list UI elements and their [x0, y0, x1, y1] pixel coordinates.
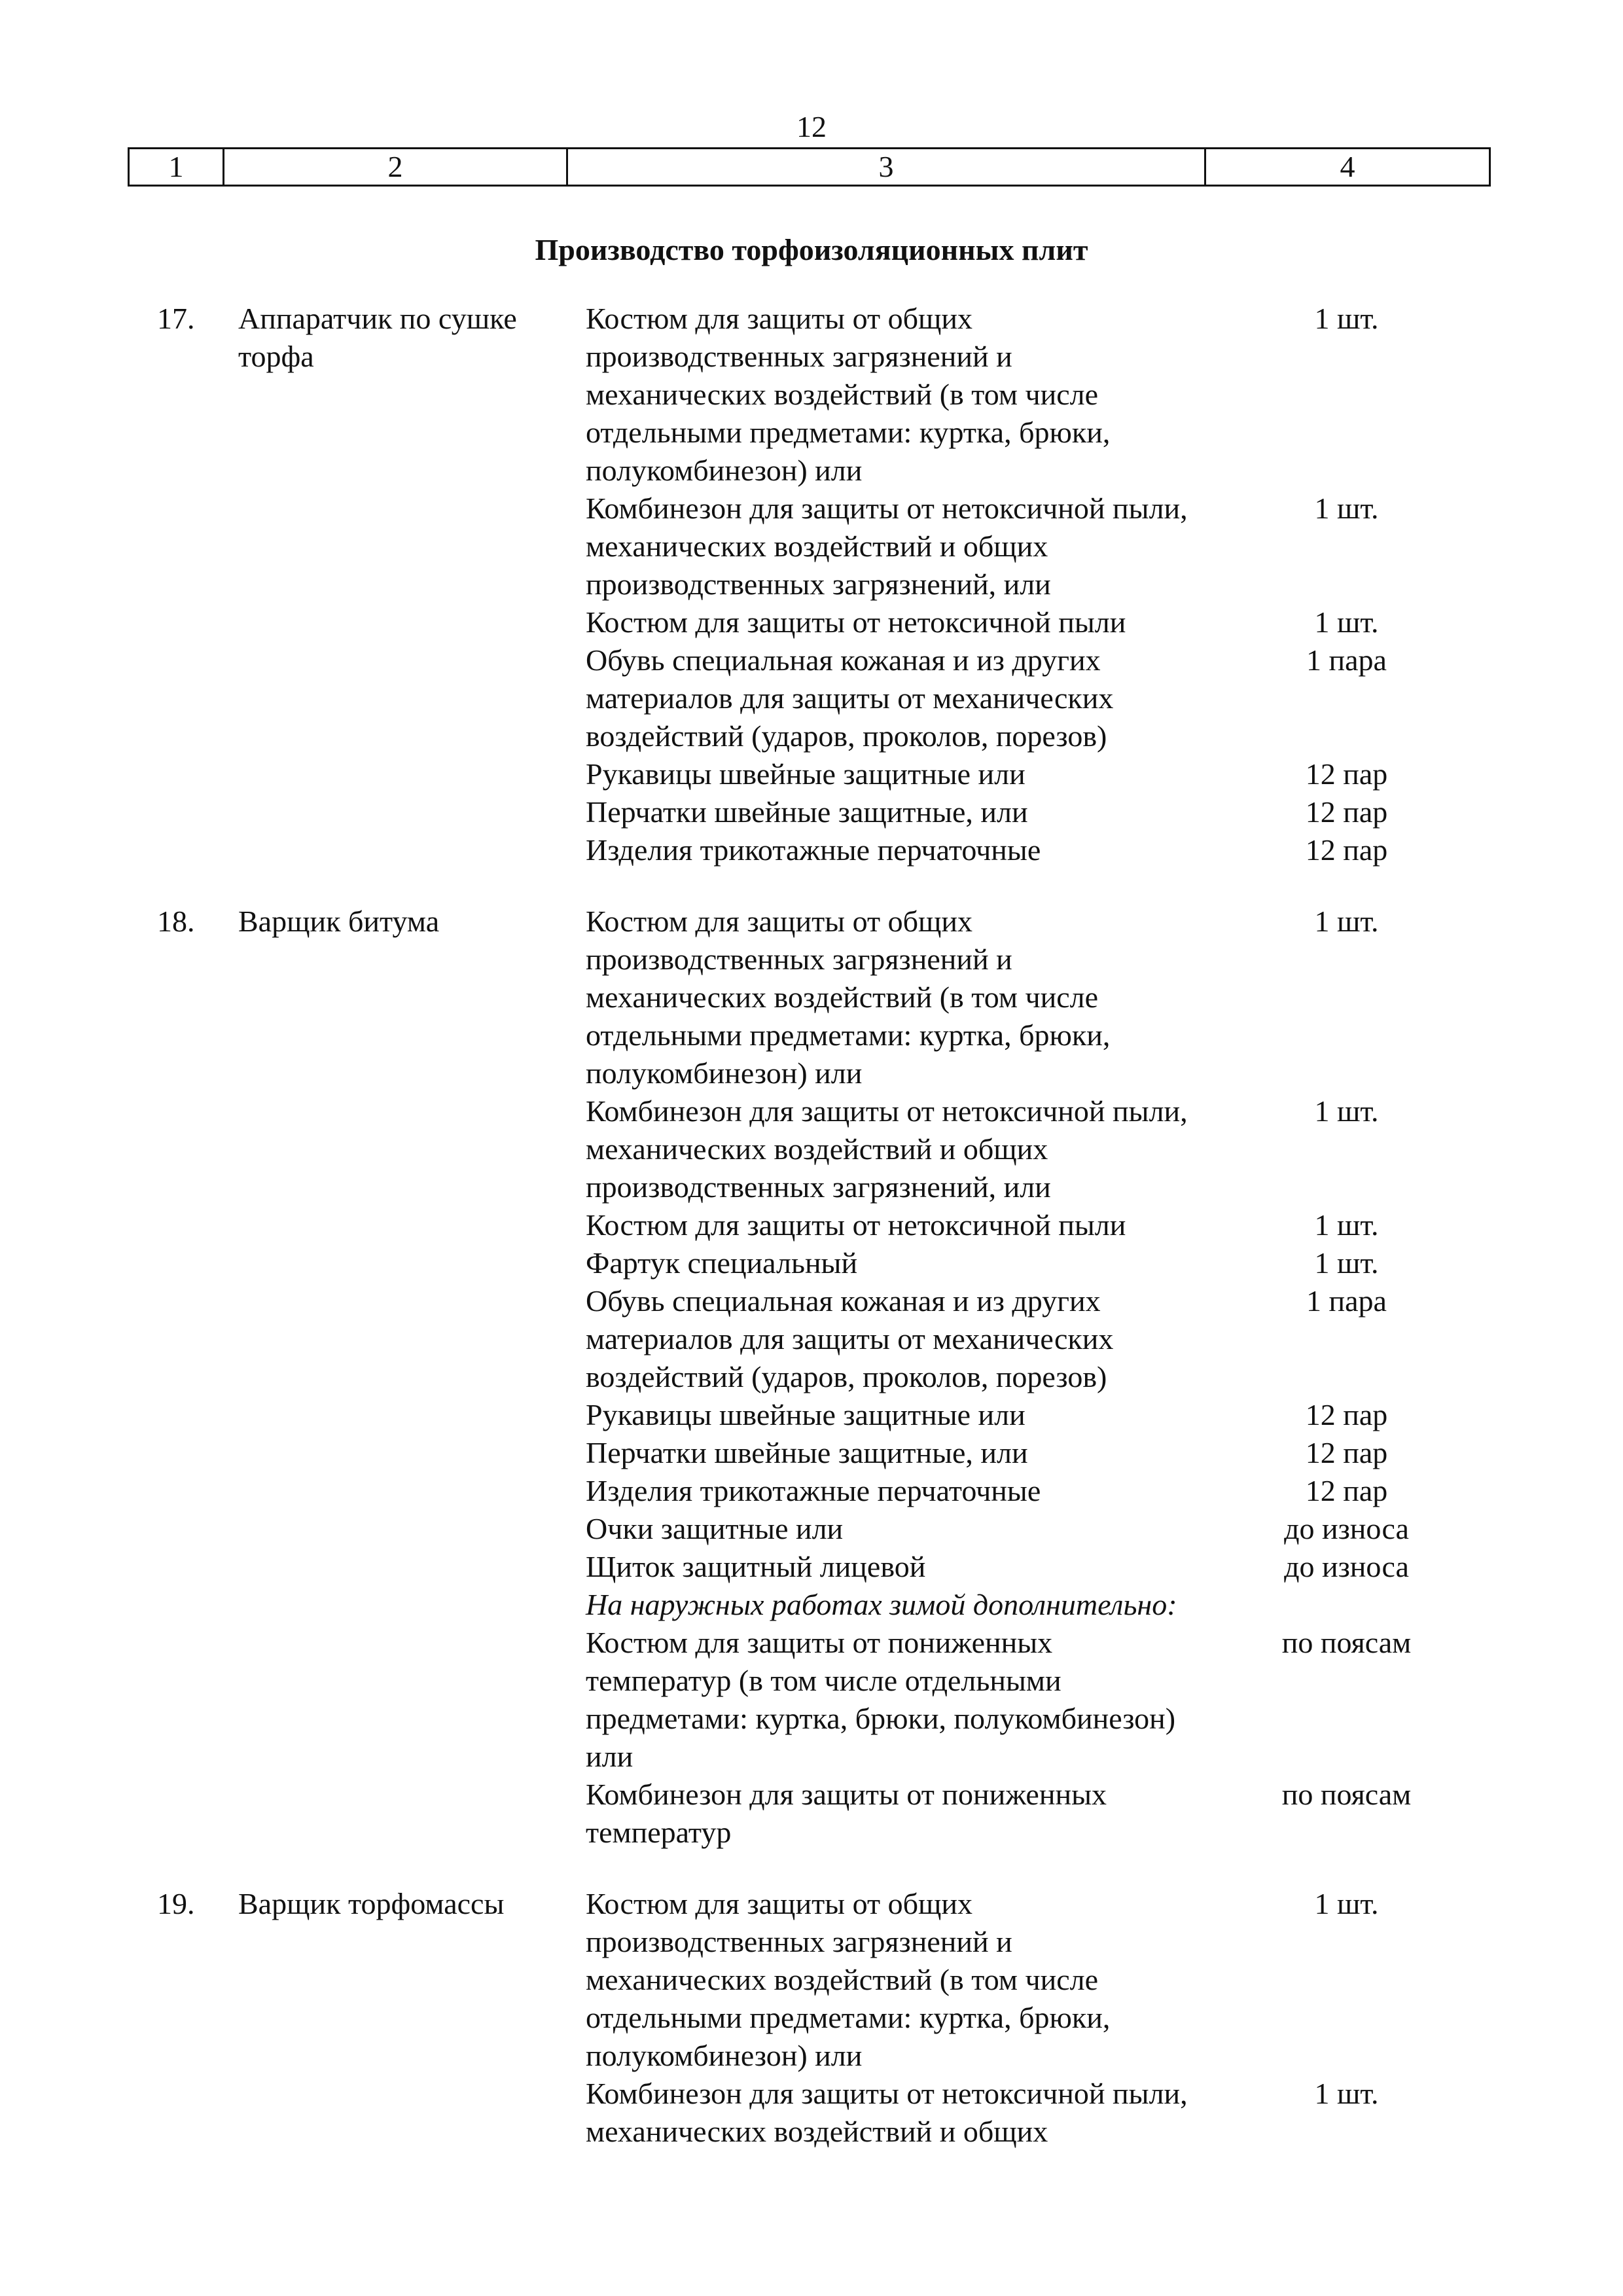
item-quantity: 1 шт. — [1314, 1208, 1379, 1242]
entry — [0, 1885, 1623, 2151]
item-name: Изделия трикотажные перчаточные — [586, 1474, 1041, 1507]
item-quantity: 12 пар — [1305, 1398, 1388, 1431]
item-name: Перчатки швейные защитные, или — [586, 1436, 1028, 1469]
item-row — [586, 2075, 1499, 2151]
item-row — [586, 1396, 1499, 1434]
item-quantity: 1 шт. — [1314, 2077, 1379, 2110]
item-row — [586, 1472, 1499, 1510]
item-quantity: до износа — [1284, 1550, 1409, 1583]
item-quantity: 12 пар — [1305, 757, 1388, 791]
item-note — [586, 1586, 1499, 1624]
page-number: 12 — [796, 110, 827, 143]
item-row — [586, 603, 1499, 641]
item-row — [586, 1244, 1499, 1282]
item-quantity: 1 шт. — [1314, 905, 1379, 938]
entries-list — [0, 300, 1623, 2184]
item-list — [586, 1885, 1499, 2151]
column-header-cell: 1 — [129, 149, 224, 186]
entry-number: 17. — [157, 302, 195, 335]
item-row — [586, 755, 1499, 793]
entry-profession: Варщик торфомассы — [238, 1887, 505, 1920]
item-row — [586, 1885, 1499, 2075]
item-quantity: до износа — [1284, 1512, 1409, 1545]
item-row — [586, 1776, 1499, 1852]
item-name: Рукавицы швейные защитные или — [586, 757, 1026, 791]
item-name: Перчатки швейные защитные, или — [586, 795, 1028, 829]
item-name: Костюм для защиты от нетоксичной пыли — [586, 1208, 1126, 1242]
item-quantity: 1 пара — [1306, 1284, 1387, 1318]
item-row — [586, 1624, 1499, 1776]
item-row — [586, 1510, 1499, 1548]
entry — [0, 903, 1623, 1852]
item-row — [586, 490, 1499, 603]
item-quantity: 12 пар — [1305, 795, 1388, 829]
item-row — [586, 1092, 1499, 1206]
item-list — [586, 300, 1499, 869]
item-row — [586, 831, 1499, 869]
item-quantity: 1 шт. — [1314, 1887, 1379, 1920]
item-name: Фартук специальный — [586, 1246, 858, 1280]
entry-number: 19. — [157, 1887, 195, 1920]
entry-profession: Аппаратчик по сушке торфа — [238, 302, 517, 373]
column-header-cell: 2 — [224, 149, 567, 186]
item-name: Щиток защитный лицевой — [586, 1550, 926, 1583]
item-quantity: 1 шт. — [1314, 1246, 1379, 1280]
item-name: Комбинезон для защиты от пониженных температур — [586, 1778, 1107, 1849]
item-row — [586, 903, 1499, 1092]
item-quantity: 1 шт. — [1314, 302, 1379, 335]
item-name: Комбинезон для защиты от нетоксичной пыли, механических воздействий и общих производственных загрязнений, или — [586, 492, 1188, 601]
item-name: Комбинезон для защиты от нетоксичной пыли, механических воздействий и общих производственных загрязнений, или — [586, 1094, 1188, 1204]
item-name: Костюм для защиты от пониженных температур (в том числе отдельными предметами: куртка, брюки, полукомбинезон) или — [586, 1626, 1176, 1773]
entry-profession: Варщик битума — [238, 905, 440, 938]
item-row — [586, 1206, 1499, 1244]
item-quantity: 12 пар — [1305, 1436, 1388, 1469]
section-title: Производство торфоизоляционных плит — [535, 233, 1088, 266]
item-row — [586, 1282, 1499, 1396]
column-header-table — [128, 147, 1491, 187]
item-name: Костюм для защиты от общих производственных загрязнений и механических воздействий (в том числе отдельными предметами: куртка, брюки, полукомбинезон) или — [586, 905, 1111, 1090]
entry-number: 18. — [157, 905, 195, 938]
column-header-cell: 4 — [1205, 149, 1490, 186]
item-name: Костюм для защиты от нетоксичной пыли — [586, 605, 1126, 639]
item-row — [586, 1434, 1499, 1472]
item-quantity: 12 пар — [1305, 833, 1388, 867]
item-name: Очки защитные или — [586, 1512, 844, 1545]
item-quantity: по поясам — [1281, 1626, 1412, 1659]
item-quantity: 1 шт. — [1314, 1094, 1379, 1128]
item-quantity: 1 пара — [1306, 643, 1387, 677]
item-quantity: 1 шт. — [1314, 492, 1379, 525]
item-name: Изделия трикотажные перчаточные — [586, 833, 1041, 867]
item-quantity: 12 пар — [1305, 1474, 1388, 1507]
item-name: Обувь специальная кожаная и из других материалов для защиты от механических воздействий (ударов, проколов, порезов) — [586, 1284, 1114, 1393]
item-row — [586, 641, 1499, 755]
item-name: Обувь специальная кожаная и из других материалов для защиты от механических воздействий (ударов, проколов, порезов) — [586, 643, 1114, 753]
item-name: Костюм для защиты от общих производственных загрязнений и механических воздействий (в том числе отдельными предметами: куртка, брюки, полукомбинезон) или — [586, 302, 1111, 487]
column-header-cell: 3 — [567, 149, 1205, 186]
item-row — [586, 1548, 1499, 1586]
item-name: На наружных работах зимой дополнительно: — [586, 1588, 1177, 1621]
item-name: Рукавицы швейные защитные или — [586, 1398, 1026, 1431]
item-name: Костюм для защиты от общих производственных загрязнений и механических воздействий (в том числе отдельными предметами: куртка, брюки, полукомбинезон) или — [586, 1887, 1111, 2072]
column-header-row — [129, 149, 1490, 186]
item-quantity: 1 шт. — [1314, 605, 1379, 639]
item-name: Комбинезон для защиты от нетоксичной пыли, механических воздействий и общих — [586, 2077, 1188, 2148]
item-row — [586, 300, 1499, 490]
item-row — [586, 793, 1499, 831]
item-quantity: по поясам — [1281, 1778, 1412, 1811]
item-list — [586, 903, 1499, 1852]
entry — [0, 300, 1623, 869]
